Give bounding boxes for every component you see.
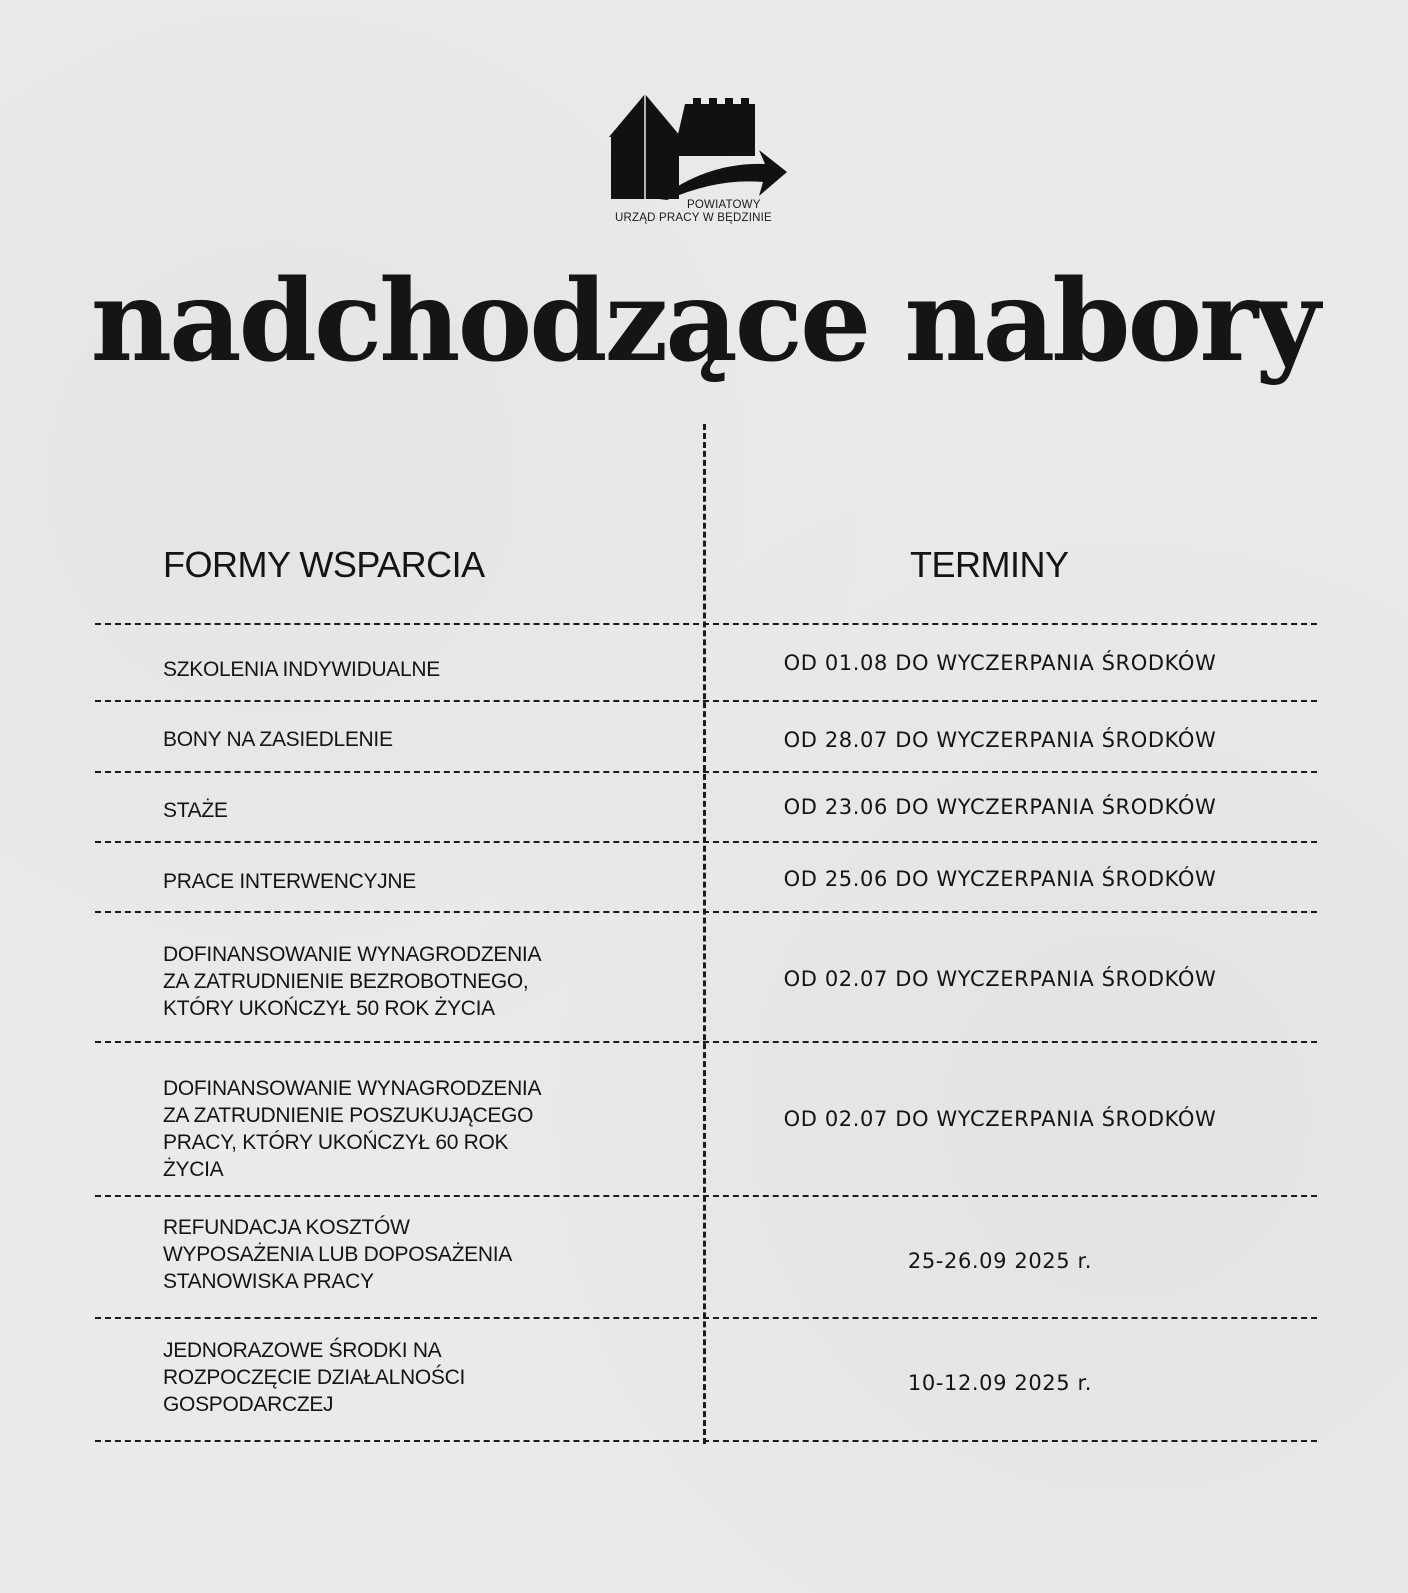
header-terms: TERMINY xyxy=(910,544,1069,585)
row-divider xyxy=(95,623,1317,625)
column-divider xyxy=(703,424,706,1444)
form-line: DOFINANSOWANIE WYNAGRODZENIA xyxy=(163,1077,542,1100)
form-line: ZA ZATRUDNIENIE BEZROBOTNEGO, xyxy=(163,970,529,993)
header-forms: FORMY WSPARCIA xyxy=(163,544,485,585)
table-row-form xyxy=(163,941,603,1022)
table-row-term: 10-12.09 2025 r. xyxy=(907,1371,1093,1395)
table-row-form xyxy=(163,1337,603,1418)
logo xyxy=(607,92,797,232)
form-line: STANOWISKA PRACY xyxy=(163,1270,374,1293)
form-line: JEDNORAZOWE ŚRODKI NA xyxy=(163,1339,442,1362)
form-line: BONY NA ZASIEDLENIE xyxy=(163,728,393,751)
table-row-form xyxy=(163,1214,603,1295)
table-row-term: OD 28.07 DO WYCZERPANIA ŚRODKÓW xyxy=(783,728,1217,752)
logo-castle-icon xyxy=(607,92,797,202)
row-divider xyxy=(95,1440,1317,1442)
table-row-term: 25-26.09 2025 r. xyxy=(907,1249,1093,1273)
table-row-form xyxy=(163,868,603,895)
table-row-form xyxy=(163,726,603,753)
row-divider xyxy=(95,1195,1317,1197)
table-row-term: OD 01.08 DO WYCZERPANIA ŚRODKÓW xyxy=(783,651,1217,675)
table-row-term: OD 02.07 DO WYCZERPANIA ŚRODKÓW xyxy=(783,1107,1217,1131)
form-line: ZA ZATRUDNIENIE POSZUKUJĄCEGO xyxy=(163,1104,534,1127)
form-line: STAŻE xyxy=(163,799,228,822)
form-line: SZKOLENIA INDYWIDUALNE xyxy=(163,658,440,681)
form-line: PRACY, KTÓRY UKOŃCZYŁ 60 ROK xyxy=(163,1131,509,1154)
form-line: ŻYCIA xyxy=(163,1158,224,1181)
row-divider xyxy=(95,771,1317,773)
form-line: KTÓRY UKOŃCZYŁ 50 ROK ŻYCIA xyxy=(163,997,495,1020)
row-divider xyxy=(95,911,1317,913)
table-row-form xyxy=(163,1075,603,1183)
row-divider xyxy=(95,841,1317,843)
table-row-form xyxy=(163,656,603,683)
table-row-term: OD 25.06 DO WYCZERPANIA ŚRODKÓW xyxy=(783,867,1217,891)
logo-text-line2: URZĄD PRACY W BĘDZINIE xyxy=(615,212,772,224)
page-title: nadchodzące nabory xyxy=(90,256,1318,387)
form-line: ROZPOCZĘCIE DZIAŁALNOŚCI xyxy=(163,1366,466,1389)
form-line: WYPOSAŻENIA LUB DOPOSAŻENIA xyxy=(163,1243,512,1266)
row-divider xyxy=(95,700,1317,702)
table-row-term: OD 23.06 DO WYCZERPANIA ŚRODKÓW xyxy=(783,795,1217,819)
form-line: REFUNDACJA KOSZTÓW xyxy=(163,1216,410,1239)
row-divider xyxy=(95,1041,1317,1043)
form-line: DOFINANSOWANIE WYNAGRODZENIA xyxy=(163,943,542,966)
form-line: GOSPODARCZEJ xyxy=(163,1393,334,1416)
logo-text-line1: POWIATOWY xyxy=(687,199,761,211)
form-line: PRACE INTERWENCYJNE xyxy=(163,870,416,893)
row-divider xyxy=(95,1317,1317,1319)
table-row-form xyxy=(163,797,603,824)
table-row-term: OD 02.07 DO WYCZERPANIA ŚRODKÓW xyxy=(783,967,1217,991)
